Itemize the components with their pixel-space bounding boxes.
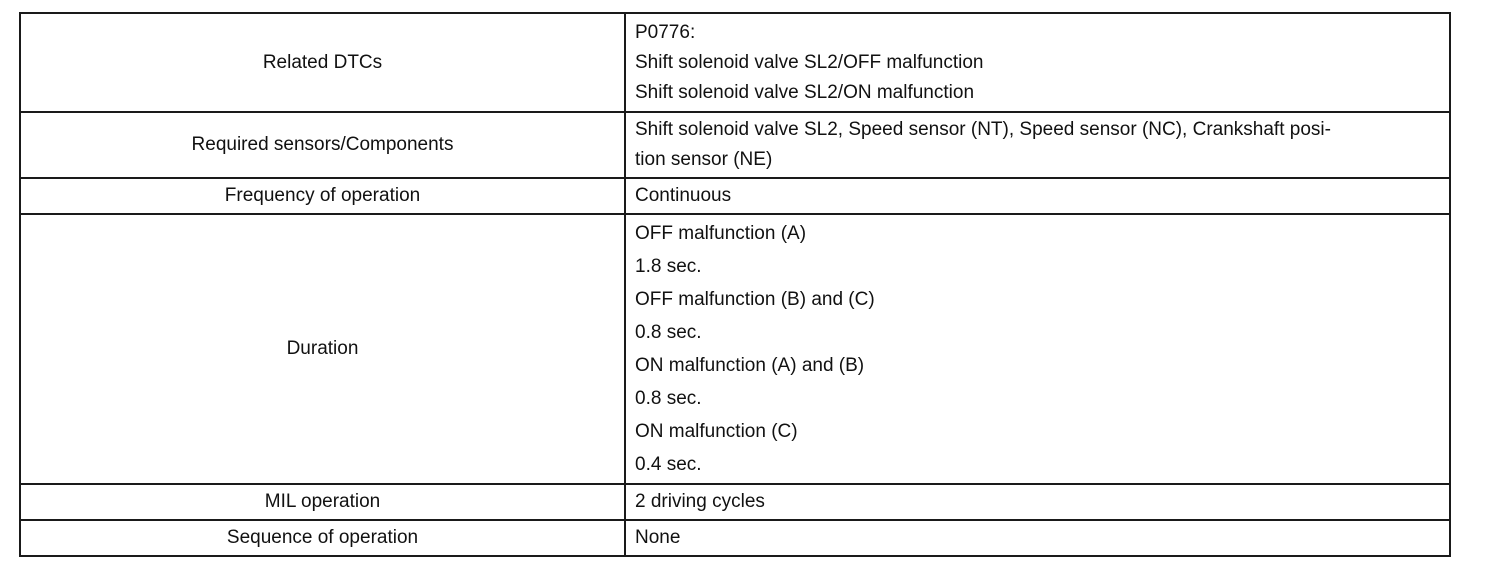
value-line: 0.4 sec.: [635, 454, 702, 475]
table-row-frequency: [20, 178, 1450, 214]
row-label: Frequency of operation: [20, 178, 625, 214]
row-label: MIL operation: [20, 484, 625, 520]
value-line: ON malfunction (C): [635, 421, 798, 442]
value-line: P0776:: [635, 21, 696, 43]
row-value: [625, 520, 1450, 556]
value-line: ON malfunction (A) and (B): [635, 355, 865, 376]
row-label: Sequence of operation: [20, 520, 625, 556]
value-line: Shift solenoid valve SL2/OFF malfunction: [635, 51, 984, 73]
value-line: 1.8 sec.: [635, 256, 702, 277]
row-value: [625, 178, 1450, 214]
row-value: [625, 214, 1450, 484]
table-row-related-dtcs: [20, 13, 1450, 112]
value-line: tion sensor (NE): [635, 149, 773, 170]
table-row-mil-operation: [20, 484, 1450, 520]
value-line: Shift solenoid valve SL2, Speed sensor (NT), Speed sensor (NC), Crankshaft posi-: [635, 119, 1331, 140]
value-line: 0.8 sec.: [635, 322, 702, 343]
row-value: [625, 484, 1450, 520]
value-line: Continuous: [635, 185, 732, 206]
value-line: OFF malfunction (A): [635, 223, 807, 244]
value-line: Shift solenoid valve SL2/ON malfunction: [635, 81, 975, 103]
table-row-duration: [20, 214, 1450, 484]
dtc-spec-table: [19, 12, 1451, 557]
value-line: 0.8 sec.: [635, 388, 702, 409]
value-line: 2 driving cycles: [635, 491, 765, 512]
row-value: [625, 112, 1450, 178]
row-value: [625, 13, 1450, 112]
value-line: OFF malfunction (B) and (C): [635, 289, 875, 310]
row-label: Duration: [20, 214, 625, 484]
table-row-required-sensors: [20, 112, 1450, 178]
row-label: Required sensors/Components: [20, 112, 625, 178]
value-line: None: [635, 527, 681, 548]
row-label: Related DTCs: [20, 13, 625, 112]
table-row-sequence: [20, 520, 1450, 556]
